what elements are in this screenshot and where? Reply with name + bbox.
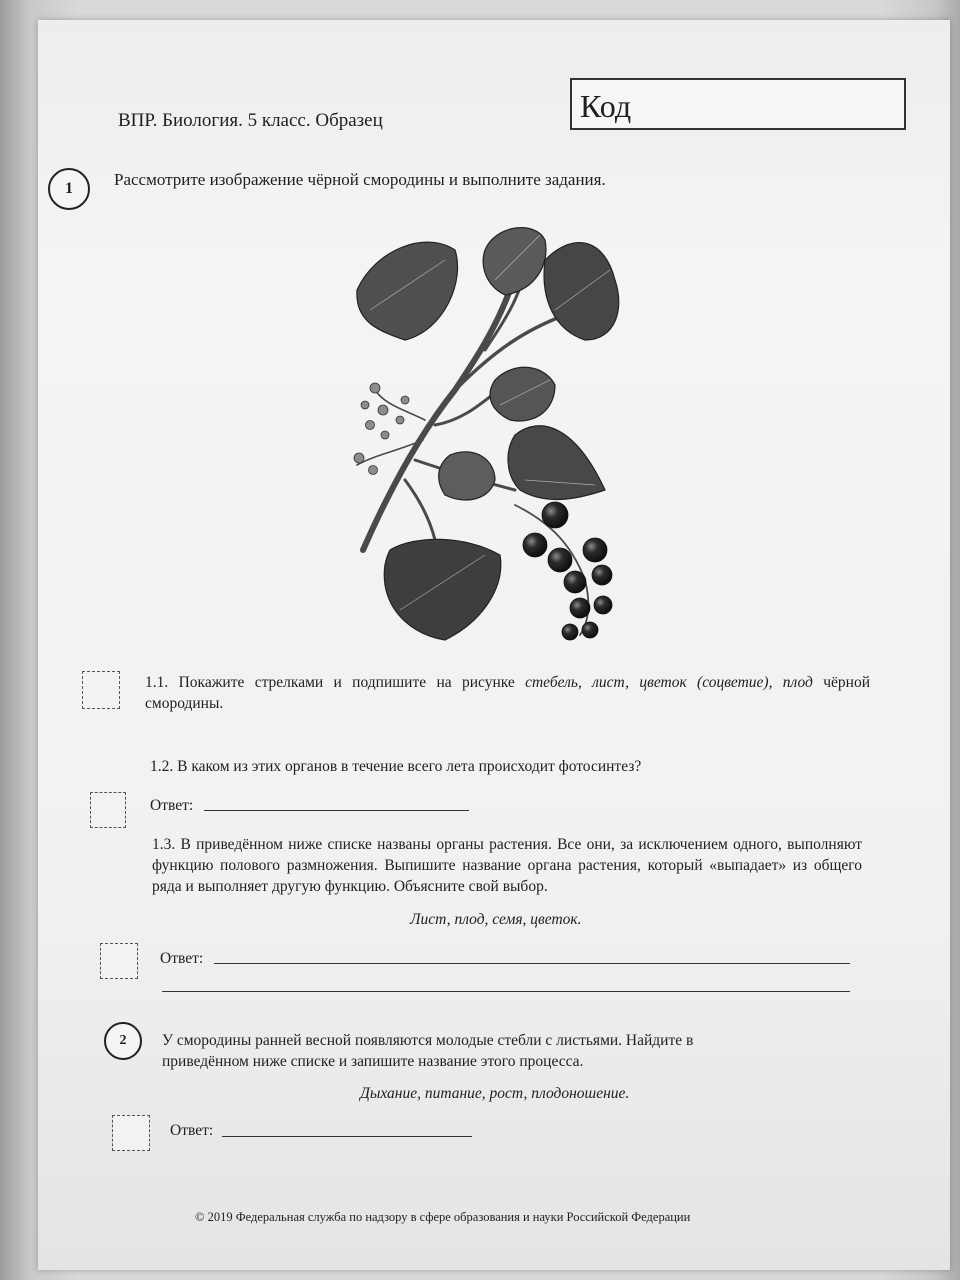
question-1-1-suffix: чёрной смородины. xyxy=(145,674,870,712)
footer-copyright: © 2019 Федеральная служба по надзору в сфере образования и науки Российской Федерации xyxy=(195,1210,691,1224)
organ-list: Лист, плод, семя, цветок. xyxy=(410,911,582,928)
task-1-number: 1 xyxy=(48,168,90,210)
task-2-text: У смородины ранней весной появляются молодые стебли с листьями. Найдите в приведённом ниже списке и запишите название этого процесса. xyxy=(162,1032,694,1070)
question-1-2: 1.2. В каком из этих органов в течение всего лета происходит фотосинтез? xyxy=(150,758,642,775)
currant-illustration xyxy=(345,220,635,650)
answer-label-1-3: Ответ: xyxy=(160,950,204,967)
answer-line-1-3b[interactable] xyxy=(162,991,850,992)
question-1-1 xyxy=(145,672,870,714)
score-box-1-3[interactable] xyxy=(100,943,138,979)
code-label: Код xyxy=(580,88,632,124)
answer-label-2: Ответ: xyxy=(170,1122,214,1139)
question-1-1-italic: стебель, лист, цветок (соцветие), плод xyxy=(525,674,813,691)
berries xyxy=(523,502,612,640)
process-list: Дыхание, питание, рост, плодоношение. xyxy=(360,1085,630,1102)
header-title: ВПР. Биология. 5 класс. Образец xyxy=(118,110,383,131)
task-2-number: 2 xyxy=(104,1022,142,1060)
score-box-1-1[interactable] xyxy=(82,671,120,709)
question-1-3: 1.3. В приведённом ниже списке названы органы растения. Все они, за исключением одного, выполняют функцию полового размножения. Выпишите название органа растения, который «выпадает» из общего ряда и выполняет другую функцию. Объясните свой выбор. xyxy=(152,836,862,895)
answer-line-1-3[interactable] xyxy=(214,963,850,964)
answer-line-2[interactable] xyxy=(222,1136,472,1137)
score-box-1-2[interactable] xyxy=(90,792,126,828)
answer-line-1-2[interactable] xyxy=(204,810,469,811)
score-box-2[interactable] xyxy=(112,1115,150,1151)
question-1-1-text: 1.1. Покажите стрелками и подпишите на рисунке xyxy=(145,674,526,691)
answer-label-1-2: Ответ: xyxy=(150,797,194,814)
task-1-prompt: Рассмотрите изображение чёрной смородины и выполните задания. xyxy=(114,170,606,189)
